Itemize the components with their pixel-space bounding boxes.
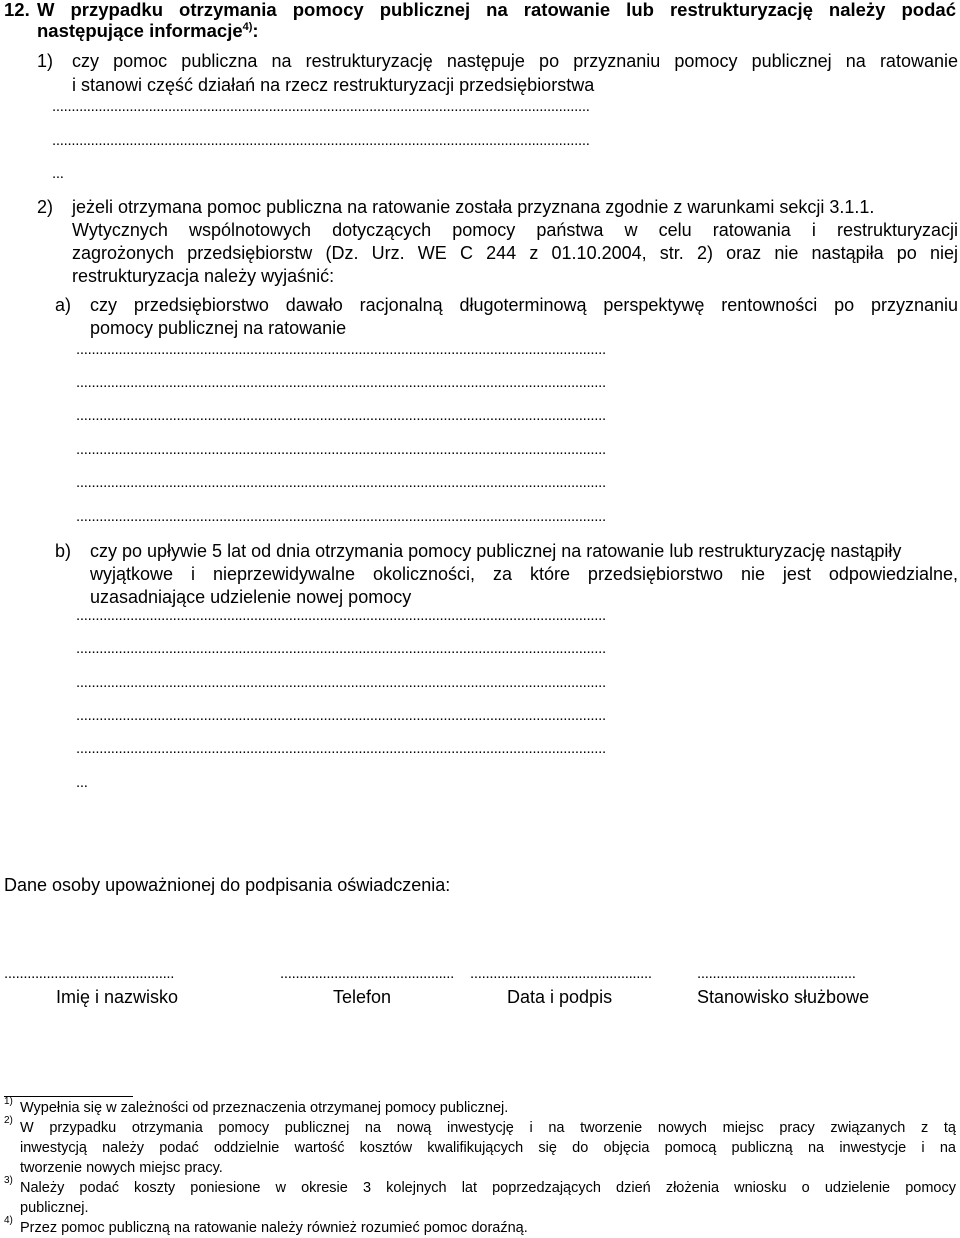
footnote-2-line-2: inwestycją należy podać oddzielnie wartość kosztów kwalifikujących się do objęcia pomocą publiczną na inwestycje i na — [20, 1140, 956, 1156]
date-signature-line[interactable]: ............................................... — [470, 965, 652, 982]
q2b-line1: czy po upływie 5 lat od dnia otrzymania pomocy publicznej na ratowanie lub restrukturyzację nastąpiły — [90, 541, 902, 561]
q2a-line1: czy przedsiębiorstwo dawało racjonalną długoterminową perspektywę rentowności po przyznaniu — [90, 295, 958, 315]
q2b-answer-line-3[interactable]: ......................................................................................................................................... — [76, 674, 606, 691]
position-signature-line[interactable]: ......................................... — [697, 965, 856, 982]
q2a-line2: pomocy publicznej na ratowanie — [90, 318, 347, 338]
q1-answer-line-2[interactable]: ........................................................................................................................................... — [52, 132, 590, 149]
footnote-4-line-1: Przez pomoc publiczną na ratowanie należy również rozumieć pomoc doraźną. — [20, 1220, 528, 1236]
q2-line2: Wytycznych wspólnotowych dotyczących pomocy państwa w celu ratowania i restrukturyzacji — [72, 220, 958, 240]
q1-number: 1) — [37, 51, 54, 71]
footnote-2-line-3: tworzenie nowych miejsc pracy. — [20, 1160, 223, 1176]
signatory-heading: Dane osoby upoważnionej do podpisania oświadczenia: — [4, 875, 451, 895]
q2a-answer-line-4[interactable]: ......................................................................................................................................... — [76, 441, 606, 458]
phone-signature-line[interactable]: ............................................. — [280, 965, 455, 982]
q1-answer-line-3[interactable]: ... — [52, 165, 64, 182]
footnote-2-number: 2) — [4, 1115, 13, 1126]
date-label: Data i podpis — [507, 987, 613, 1007]
name-label: Imię i nazwisko — [56, 987, 179, 1007]
q1-line2: i stanowi część działań na rzecz restrukturyzacji przedsiębiorstwa — [72, 75, 595, 95]
q2b-line2: wyjątkowe i nieprzewidywalne okoliczności, za które przedsiębiorstwo nie jest odpowiedzialne, — [90, 564, 958, 584]
footnote-3-number: 3) — [4, 1175, 13, 1186]
section-title-text: następujące informacje — [37, 20, 243, 41]
q2a-answer-line-5[interactable]: ......................................................................................................................................... — [76, 474, 606, 491]
q2b-line3: uzasadniające udzielenie nowej pomocy — [90, 587, 412, 607]
q2a-answer-line-1[interactable]: ......................................................................................................................................... — [76, 341, 606, 358]
footnote-separator — [4, 1096, 133, 1097]
footnote-1-line-1: Wypełnia się w zależności od przeznaczenia otrzymanej pomocy publicznej. — [20, 1100, 509, 1116]
q2b-answer-line-5[interactable]: ......................................................................................................................................... — [76, 740, 606, 757]
section-title-colon: : — [252, 20, 259, 41]
q2b-answer-line-4[interactable]: ......................................................................................................................................... — [76, 707, 606, 724]
q2-number: 2) — [37, 197, 54, 217]
q2b-answer-line-6[interactable]: ... — [76, 774, 88, 791]
footnote-3-line-1: Należy podać koszty poniesione w okresie 3 kolejnych lat poprzedzających dzień złożenia wniosku o udzielenie pomocy — [20, 1180, 956, 1196]
q2a-answer-line-6[interactable]: ......................................................................................................................................... — [76, 508, 606, 525]
section-title-line2 — [37, 21, 259, 41]
q2-line3: zagrożonych przedsiębiorstw (Dz. Urz. WE C 244 z 01.10.2004, str. 2) oraz nie nastąpiła po niej — [72, 243, 958, 263]
q2a-answer-line-2[interactable]: ......................................................................................................................................... — [76, 374, 606, 391]
footnote-3-line-2: publicznej. — [20, 1200, 89, 1216]
q2b-label: b) — [55, 541, 72, 561]
q1-answer-line-1[interactable]: ........................................................................................................................................... — [52, 98, 590, 115]
footnote-ref-4: 4) — [242, 20, 253, 33]
footnote-1-number: 1) — [4, 1096, 13, 1107]
phone-label: Telefon — [333, 987, 392, 1007]
q2b-answer-line-2[interactable]: ......................................................................................................................................... — [76, 640, 606, 657]
position-label: Stanowisko służbowe — [697, 987, 870, 1007]
q2-line1: jeżeli otrzymana pomoc publiczna na ratowanie została przyznana zgodnie z warunkami sekcji 3.1.1. — [72, 197, 875, 217]
name-signature-line[interactable]: ............................................ — [4, 965, 175, 982]
footnote-4-number: 4) — [4, 1215, 13, 1226]
q1-line1: czy pomoc publiczna na restrukturyzację następuje po przyznaniu pomocy publicznej na ratowanie — [72, 51, 958, 71]
q2a-answer-line-3[interactable]: ......................................................................................................................................... — [76, 407, 606, 424]
q2-line4: restrukturyzacja należy wyjaśnić: — [72, 266, 335, 286]
footnote-2-line-1: W przypadku otrzymania pomocy publicznej na nową inwestycję i na tworzenie nowych miejsc pracy związanych z tą — [20, 1120, 956, 1136]
q2b-answer-line-1[interactable]: ......................................................................................................................................... — [76, 607, 606, 624]
section-number: 12. — [4, 0, 30, 20]
q2a-label: a) — [55, 295, 72, 315]
section-title-line1: W przypadku otrzymania pomocy publicznej na ratowanie lub restrukturyzację należy podać — [37, 0, 956, 20]
